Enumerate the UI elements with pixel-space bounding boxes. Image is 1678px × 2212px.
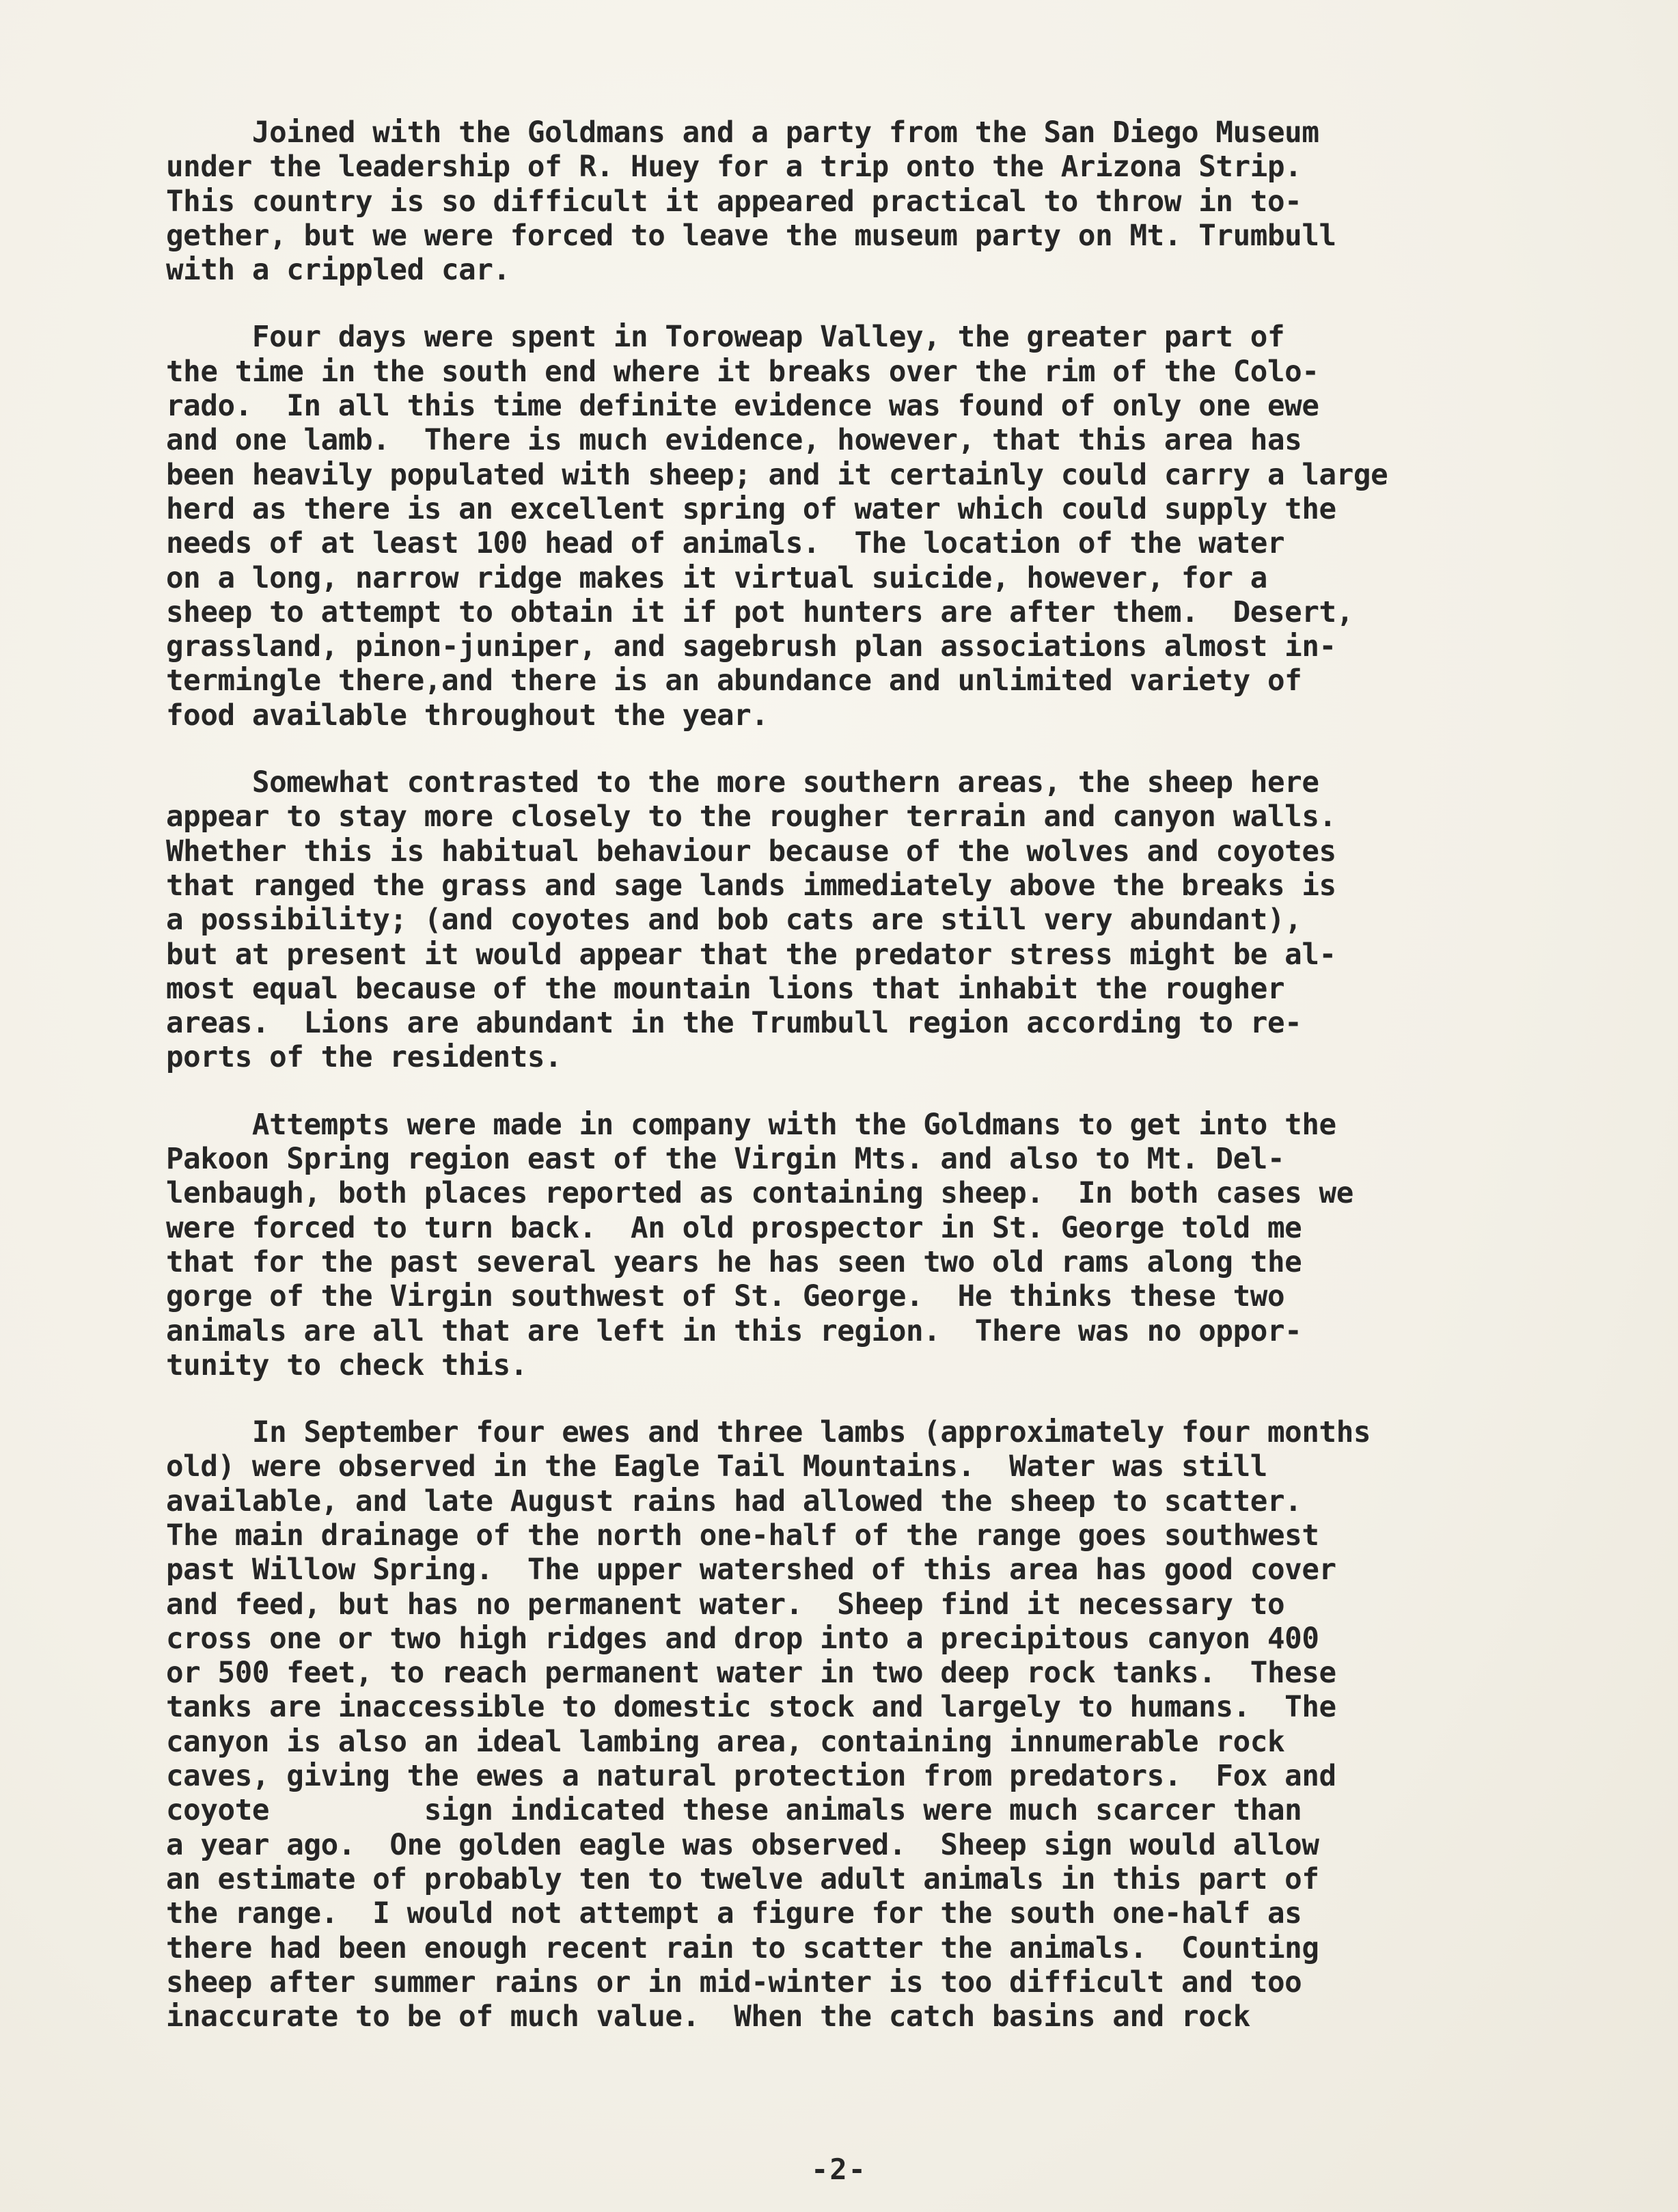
text-line: In September four ewes and three lambs (approximately four months	[166, 1416, 1371, 1450]
text-line: been heavily populated with sheep; and it certainly could carry a large	[166, 458, 1388, 492]
text-line: inaccurate to be of much value. When the catch basins and rock	[166, 2000, 1250, 2034]
text-line: This country is so difficult it appeared practical to throw in to-	[166, 185, 1302, 219]
text-line: The main drainage of the north one-half of the range goes southwest	[166, 1518, 1319, 1553]
text-line: Somewhat contrasted to the more southern areas, the sheep here	[166, 766, 1319, 800]
text-line: coyote sign indicated these animals were much scarcer than	[166, 1794, 1302, 1828]
text-line: herd as there is an excellent spring of water which could supply the	[166, 492, 1336, 526]
text-line: Joined with the Goldmans and a party from the San Diego Museum	[166, 116, 1319, 150]
text-line: an estimate of probably ten to twelve adult animals in this part of	[166, 1862, 1319, 1896]
text-line: termingle there,and there is an abundance and unlimited variety of	[166, 664, 1302, 698]
text-line: food available throughout the year.	[166, 698, 769, 733]
body-text	[166, 116, 1628, 2067]
text-line: a possibility; (and coyotes and bob cats are still very abundant),	[166, 903, 1302, 938]
text-line: and feed, but has no permanent water. Sheep find it necessary to	[166, 1587, 1285, 1622]
text-line: canyon is also an ideal lambing area, containing innumerable rock	[166, 1725, 1285, 1759]
text-line: areas. Lions are abundant in the Trumbull region according to re-	[166, 1007, 1302, 1041]
text-line: gether, but we were forced to leave the museum party on Mt. Trumbull	[166, 219, 1336, 253]
text-line: ports of the residents.	[166, 1041, 562, 1075]
text-line: or 500 feet, to reach permanent water in two deep rock tanks. These	[166, 1656, 1336, 1691]
text-line: sheep to attempt to obtain it if pot hunters are after them. Desert,	[166, 595, 1353, 629]
text-line: there had been enough recent rain to scatter the animals. Counting	[166, 1931, 1319, 1965]
text-line: Four days were spent in Toroweap Valley, the greater part of	[166, 320, 1285, 355]
paragraph	[166, 1416, 1628, 2034]
text-line: Pakoon Spring region east of the Virgin Mts. and also to Mt. Del-	[166, 1143, 1285, 1177]
text-line: and one lamb. There is much evidence, however, that this area has	[166, 424, 1302, 458]
text-line: grassland, pinon-juniper, and sagebrush plan associations almost in-	[166, 630, 1336, 664]
text-line: old) were observed in the Eagle Tail Mountains. Water was still	[166, 1450, 1267, 1484]
paragraph	[166, 1108, 1628, 1383]
text-line: that for the past several years he has seen two old rams along the	[166, 1245, 1302, 1279]
text-line: under the leadership of R. Huey for a trip onto the Arizona Strip.	[166, 150, 1302, 185]
text-line: most equal because of the mountain lions that inhabit the rougher	[166, 972, 1285, 1006]
paragraph	[166, 766, 1628, 1076]
text-line: Whether this is habitual behaviour because of the wolves and coyotes	[166, 834, 1336, 869]
text-line: caves, giving the ewes a natural protection from predators. Fox and	[166, 1760, 1336, 1794]
text-line: animals are all that are left in this region. There was no oppor-	[166, 1314, 1302, 1348]
text-line: with a crippled car.	[166, 254, 510, 288]
text-line: needs of at least 100 head of animals. The location of the water	[166, 527, 1285, 561]
text-line: but at present it would appear that the predator stress might be al-	[166, 938, 1336, 972]
text-line: Attempts were made in company with the Goldmans to get into the	[166, 1108, 1336, 1142]
text-line: a year ago. One golden eagle was observed. Sheep sign would allow	[166, 1828, 1319, 1862]
paragraph	[166, 116, 1628, 288]
text-line: rado. In all this time definite evidence was found of only one ewe	[166, 390, 1319, 424]
text-line: tanks are inaccessible to domestic stock and largely to humans. The	[166, 1691, 1336, 1725]
text-line: cross one or two high ridges and drop into a precipitous canyon 400	[166, 1622, 1319, 1656]
text-line: tunity to check this.	[166, 1348, 527, 1382]
text-line: the range. I would not attempt a figure for the south one-half as	[166, 1897, 1302, 1931]
text-line: appear to stay more closely to the rougher terrain and canyon walls.	[166, 800, 1336, 834]
text-line: on a long, narrow ridge makes it virtual suicide, however, for a	[166, 561, 1267, 595]
text-line: sheep after summer rains or in mid-winter is too difficult and too	[166, 1965, 1302, 1999]
text-line: lenbaugh, both places reported as containing sheep. In both cases we	[166, 1177, 1353, 1211]
text-line: were forced to turn back. An old prospector in St. George told me	[166, 1211, 1302, 1245]
text-line: the time in the south end where it breaks over the rim of the Colo-	[166, 355, 1319, 389]
text-line: gorge of the Virgin southwest of St. George. He thinks these two	[166, 1280, 1285, 1314]
paragraph	[166, 320, 1628, 733]
text-line: available, and late August rains had allowed the sheep to scatter.	[166, 1484, 1302, 1518]
text-line: that ranged the grass and sage lands immediately above the breaks is	[166, 869, 1336, 903]
page-number: -2-	[811, 2153, 867, 2186]
text-line: past Willow Spring. The upper watershed of this area has good cover	[166, 1553, 1336, 1587]
